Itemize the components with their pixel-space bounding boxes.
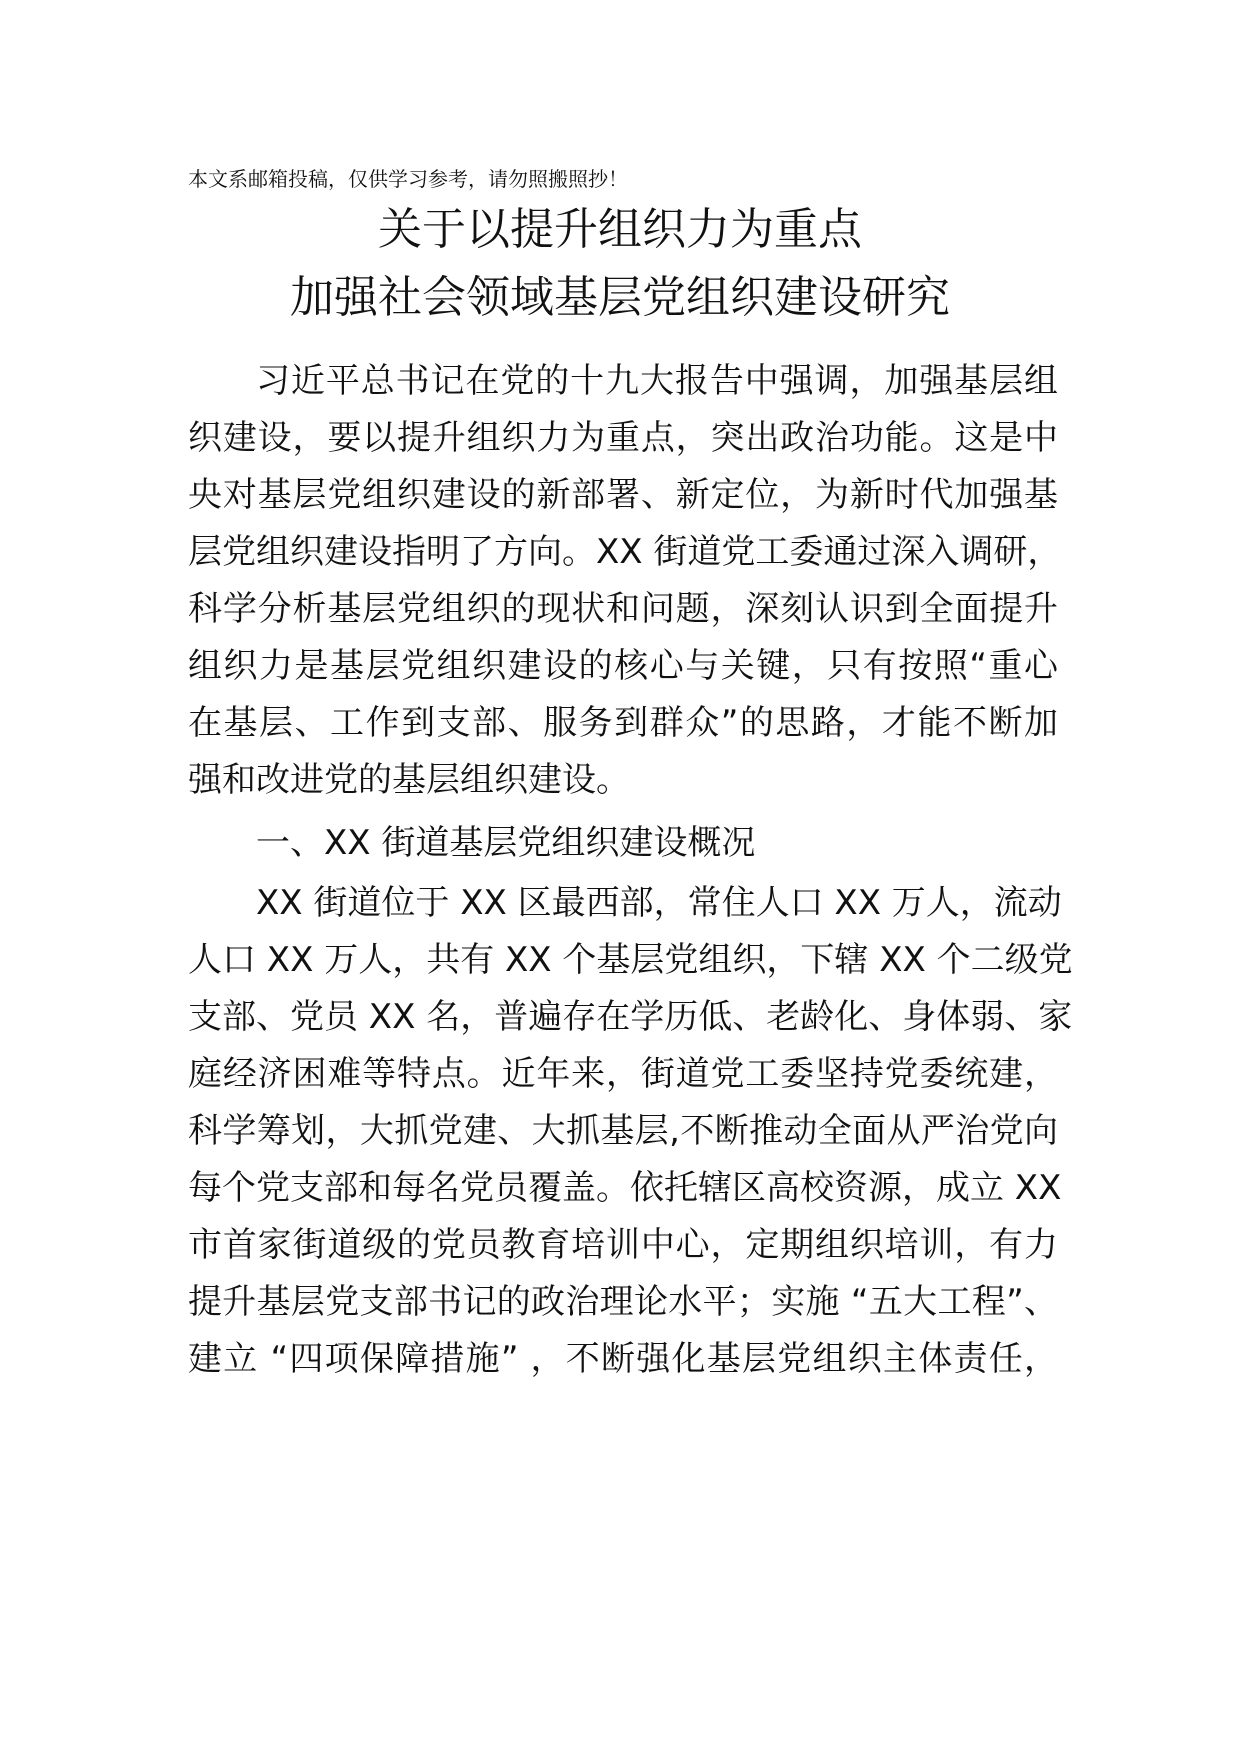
paragraph-line: 习近平总书记在党的十九大报告中强调，加强基层组 — [256, 361, 1058, 401]
paragraph-line: 支部、党员 XX 名，普遍存在学历低、老龄化、身体弱、家 — [188, 997, 1073, 1037]
paragraph-line: 组织力是基层党组织建设的核心与关键，只有按照“重心 — [188, 646, 1058, 686]
title-line-1: 关于以提升组织力为重点 — [378, 204, 862, 255]
title-line-2: 加强社会领域基层党组织建设研究 — [290, 272, 950, 323]
paragraph-line: 人口 XX 万人，共有 XX 个基层党组织，下辖 XX 个二级党 — [188, 940, 1073, 980]
paragraph-line: 层党组织建设指明了方向。XX 街道党工委通过深入调研， — [188, 532, 1062, 572]
paragraph-line: XX 街道位于 XX 区最西部，常住人口 XX 万人，流动 — [256, 883, 1062, 923]
paragraph-line: 央对基层党组织建设的新部署、新定位，为新时代加强基 — [188, 475, 1058, 515]
paragraph-line: 科学分析基层党组织的现状和问题，深刻认识到全面提升 — [188, 589, 1058, 629]
paragraph-line: 建立 “四项保障措施” ，不断强化基层党组织主体责任， — [188, 1339, 1058, 1379]
notice-text: 本文系邮箱投稿，仅供学习参考，请勿照搬照抄！ — [188, 167, 628, 191]
paragraph-line: 在基层、工作到支部、服务到群众”的思路，才能不断加 — [188, 703, 1058, 743]
paragraph-line: 强和改进党的基层组织建设。 — [188, 760, 630, 800]
paragraph-line: 每个党支部和每名党员覆盖。依托辖区高校资源，成立 XX — [188, 1168, 1062, 1208]
section-heading: 一、XX 街道基层党组织建设概况 — [256, 823, 756, 863]
paragraph-line: 提升基层党支部书记的政治理论水平；实施 “五大工程”、 — [188, 1282, 1058, 1322]
paragraph-line: 科学筹划，大抓党建、大抓基层,不断推动全面从严治党向 — [188, 1111, 1058, 1151]
paragraph-line: 市首家街道级的党员教育培训中心，定期组织培训，有力 — [188, 1225, 1058, 1265]
paragraph-line: 织建设，要以提升组织力为重点，突出政治功能。这是中 — [188, 418, 1058, 458]
paragraph-line: 庭经济困难等特点。近年来，街道党工委坚持党委统建， — [188, 1054, 1058, 1094]
